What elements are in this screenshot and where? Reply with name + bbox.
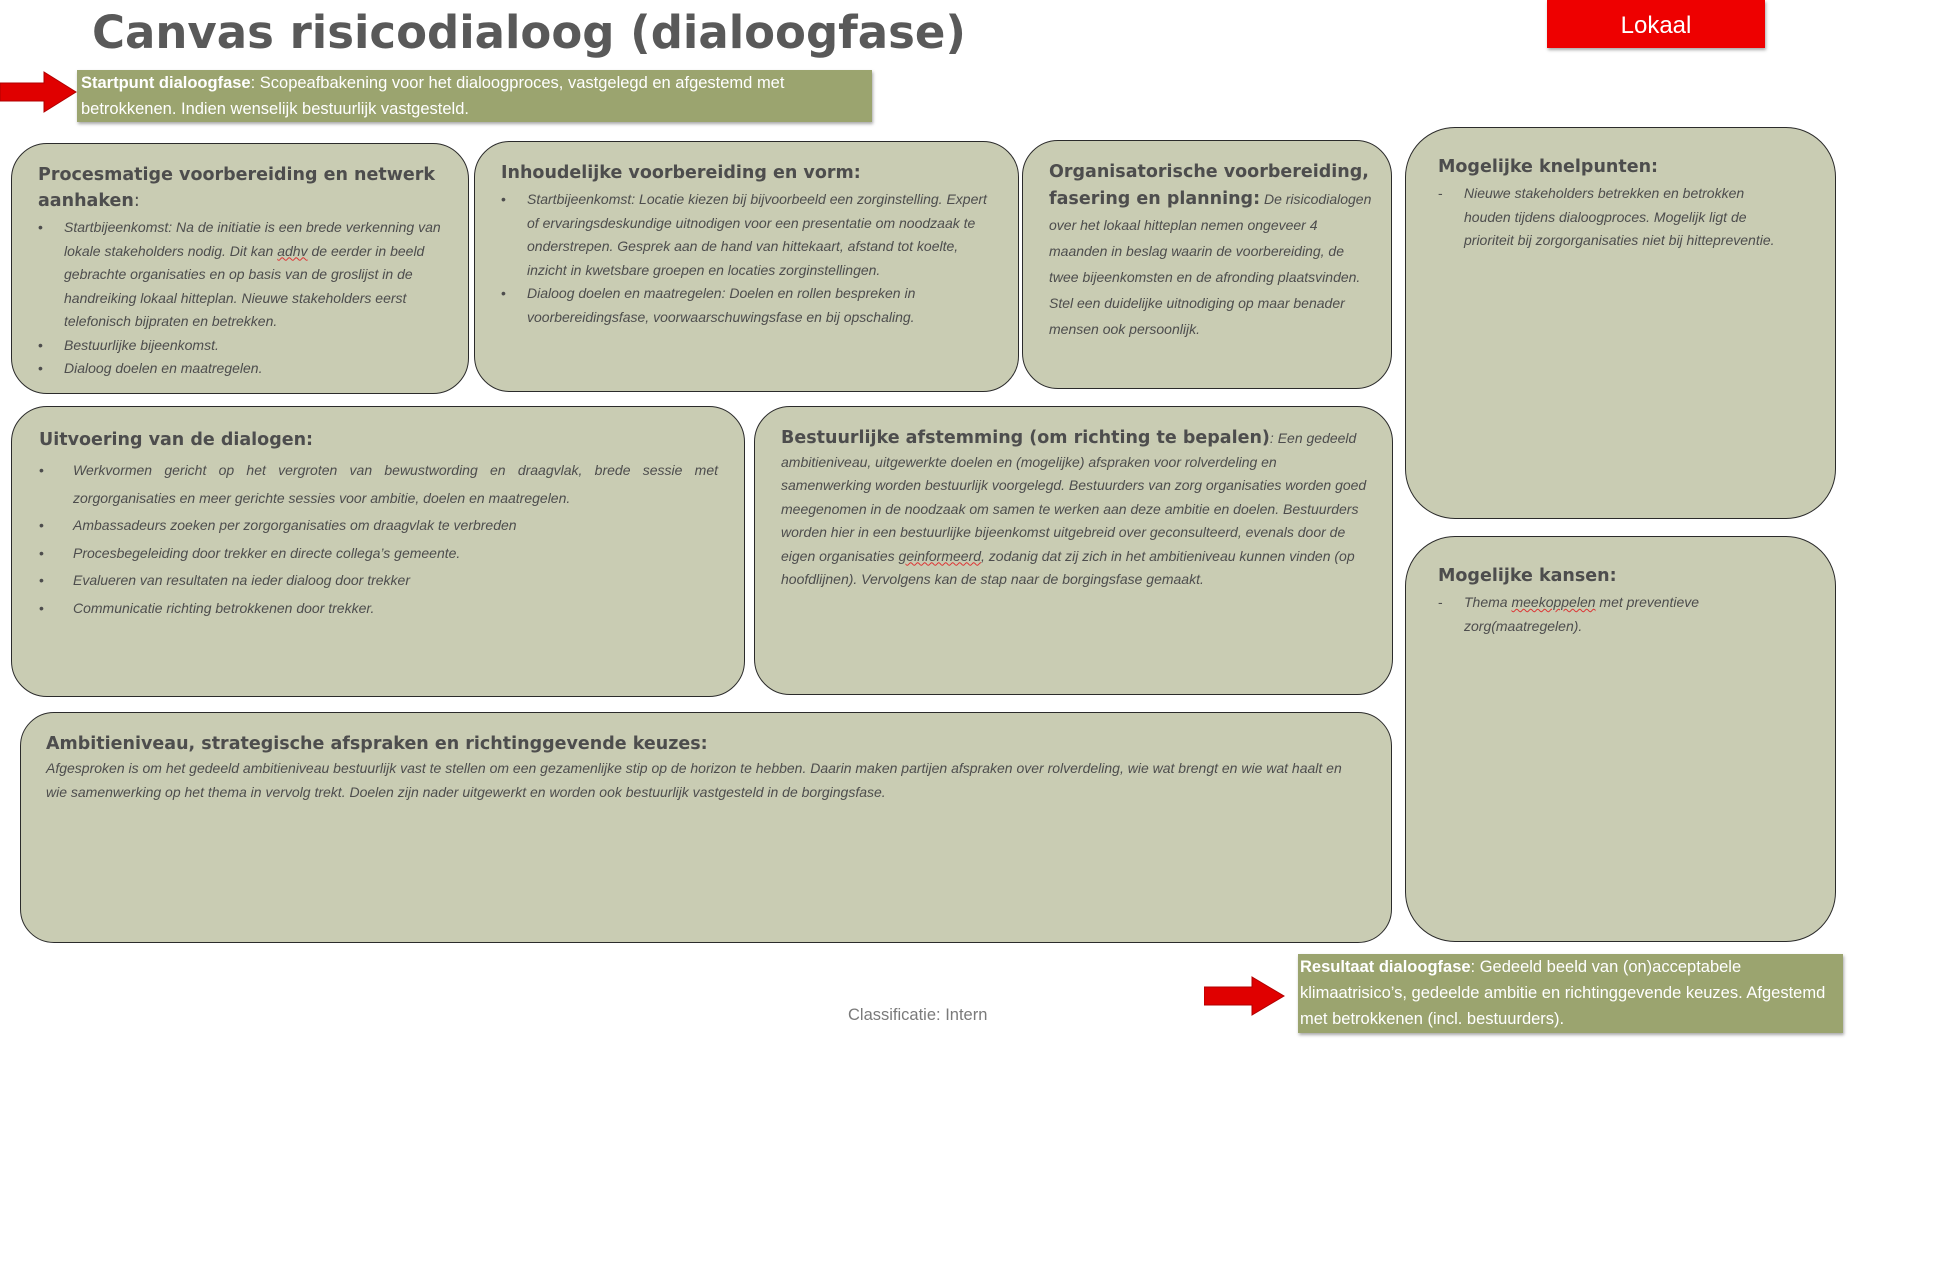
- page-title: Canvas risicodialoog (dialoogfase): [92, 6, 966, 59]
- box-title: Procesmatige voorbereiding en netwerk aanhaken:: [38, 165, 436, 211]
- list-item: - Nieuwe stakeholders betrekken en betrokken houden tijdens dialoogproces. Mogelijk ligt de prioriteit bij zorgorganisaties niet bij hittepreventie.: [1438, 182, 1789, 253]
- classification-footer: Classificatie: Intern: [848, 1006, 988, 1024]
- list-item: • Werkvormen gericht op het vergroten van bewustwording en draagvlak, brede sessie met zorgorganisaties en meer gerichte sessies voor ambitie, doelen en maatregelen.: [39, 457, 718, 512]
- list-item: • Ambassadeurs zoeken per zorgorganisaties om draagvlak te verbreden: [39, 512, 718, 540]
- box-title: Mogelijke kansen:: [1438, 566, 1617, 586]
- arrow-right-icon: [0, 70, 78, 114]
- resultaat-label: Resultaat dialoogfase: [1300, 958, 1471, 976]
- box-title: Uitvoering van de dialogen:: [39, 430, 314, 450]
- lokaal-badge: Lokaal: [1547, 0, 1765, 48]
- box-title: Ambitieniveau, strategische afspraken en richtinggevende keuzes:: [46, 734, 708, 754]
- box-bestuurlijke-afstemming: [754, 406, 1393, 695]
- box-title: Inhoudelijke voorbereiding en vorm:: [501, 163, 861, 183]
- box-uitvoering-dialogen: [11, 406, 745, 697]
- list-item: • Startbijeenkomst: Na de initiatie is een brede verkenning van lokale stakeholders nodig. Dit kan adhv de eerder in beeld gebrachte organisaties en op basis van de groslijst in de handreiking lokaal hitteplan. Nieuwe stakeholders eerst telefonisch bijpraten en betrekken.: [38, 216, 446, 334]
- list-item: • Startbijeenkomst: Locatie kiezen bij bijvoorbeeld een zorginstelling. Expert of ervaringsdeskundige uitnodigen voor een presentatie om noodzaak te onderstrepen. Gesprek aan de hand van hittekaart, afstand tot koelte, inzicht in kwetsbare groepen en locaties zorginstellingen.: [501, 188, 998, 282]
- list-item: • Communicatie richting betrokkenen door trekker.: [39, 595, 718, 623]
- list-item: - Thema meekoppelen met preventieve zorg(maatregelen).: [1438, 591, 1789, 638]
- list-item: • Evalueren van resultaten na ieder dialoog door trekker: [39, 567, 718, 595]
- resultaat-banner: [1298, 954, 1843, 1033]
- list-item: • Dialoog doelen en maatregelen.: [38, 357, 446, 381]
- list-item: • Procesbegeleiding door trekker en directe collega’s gemeente.: [39, 540, 718, 568]
- startpunt-label: Startpunt dialoogfase: [81, 74, 251, 92]
- box-text: : Een gedeeld ambitieniveau, uitgewerkte doelen en (mogelijke) afspraken voor rolverdeling en samenwerking worden bestuurlijk voorgelegd. Bestuurders van zorg organisaties worden goed meegenomen in de noodzaak om samen te werken aan deze ambitie en doelen. Bestuurders worden hier in een bestuurlijke bijeenkomst uitgebreid over geconsulteerd, evenals door de eigen organisaties geinformeerd, zodanig dat zij zich in het ambitieniveau kunnen vinden (op hoofdlijnen). Vervolgens kan de stap naar de borgingsfase gemaakt.: [781, 430, 1367, 587]
- list-item: • Bestuurlijke bijeenkomst.: [38, 334, 446, 358]
- box-title: Mogelijke knelpunten:: [1438, 157, 1659, 177]
- arrow-right-icon: [1204, 975, 1286, 1017]
- box-text: Afgesproken is om het gedeeld ambitieniveau bestuurlijk vast te stellen om een gezamenlijke stip op de horizon te hebben. Daarin maken partijen afspraken over rolverdeling, wie wat brengt en wie wat haalt en wie samenwerking op het thema in vervolg trekt. Doelen zijn nader uitgewerkt en worden ook bestuurlijk vastgesteld in de borgingsfase.: [46, 760, 1342, 800]
- box-ambitieniveau: [20, 712, 1392, 943]
- box-procesmatige-voorbereiding: [11, 143, 469, 394]
- box-text: De risicodialogen over het lokaal hitteplan nemen ongeveer 4 maanden in beslag waarin de voorbereiding, de twee bijeenkomsten en de afronding plaatsvinden. Stel een duidelijke uitnodiging op maar benader mensen ook persoonlijk.: [1049, 191, 1372, 337]
- box-mogelijke-knelpunten: [1405, 127, 1836, 519]
- list-item: • Dialoog doelen en maatregelen: Doelen en rollen bespreken in voorbereidingsfase, voorwaarschuwingsfase en bij opschaling.: [501, 282, 998, 329]
- box-mogelijke-kansen: [1405, 536, 1836, 942]
- resultaat-text: : Gedeeld beeld van (on)acceptabele klimaatrisico’s, gedeelde ambitie en richtinggevende keuzes. Afgestemd met betrokkenen (incl. bestuurders).: [1300, 958, 1826, 1028]
- startpunt-text: : Scopeafbakening voor het dialoogproces, vastgelegd en afgestemd met betrokkenen. Indien wenselijk bestuurlijk vastgesteld.: [81, 74, 785, 118]
- box-title: Bestuurlijke afstemming (om richting te bepalen): [781, 428, 1270, 448]
- box-title: Organisatorische voorbereiding, fasering en planning:: [1049, 162, 1369, 209]
- startpunt-banner: [77, 70, 872, 122]
- box-inhoudelijke-voorbereiding: [474, 141, 1019, 392]
- box-organisatorische-voorbereiding: [1022, 140, 1392, 389]
